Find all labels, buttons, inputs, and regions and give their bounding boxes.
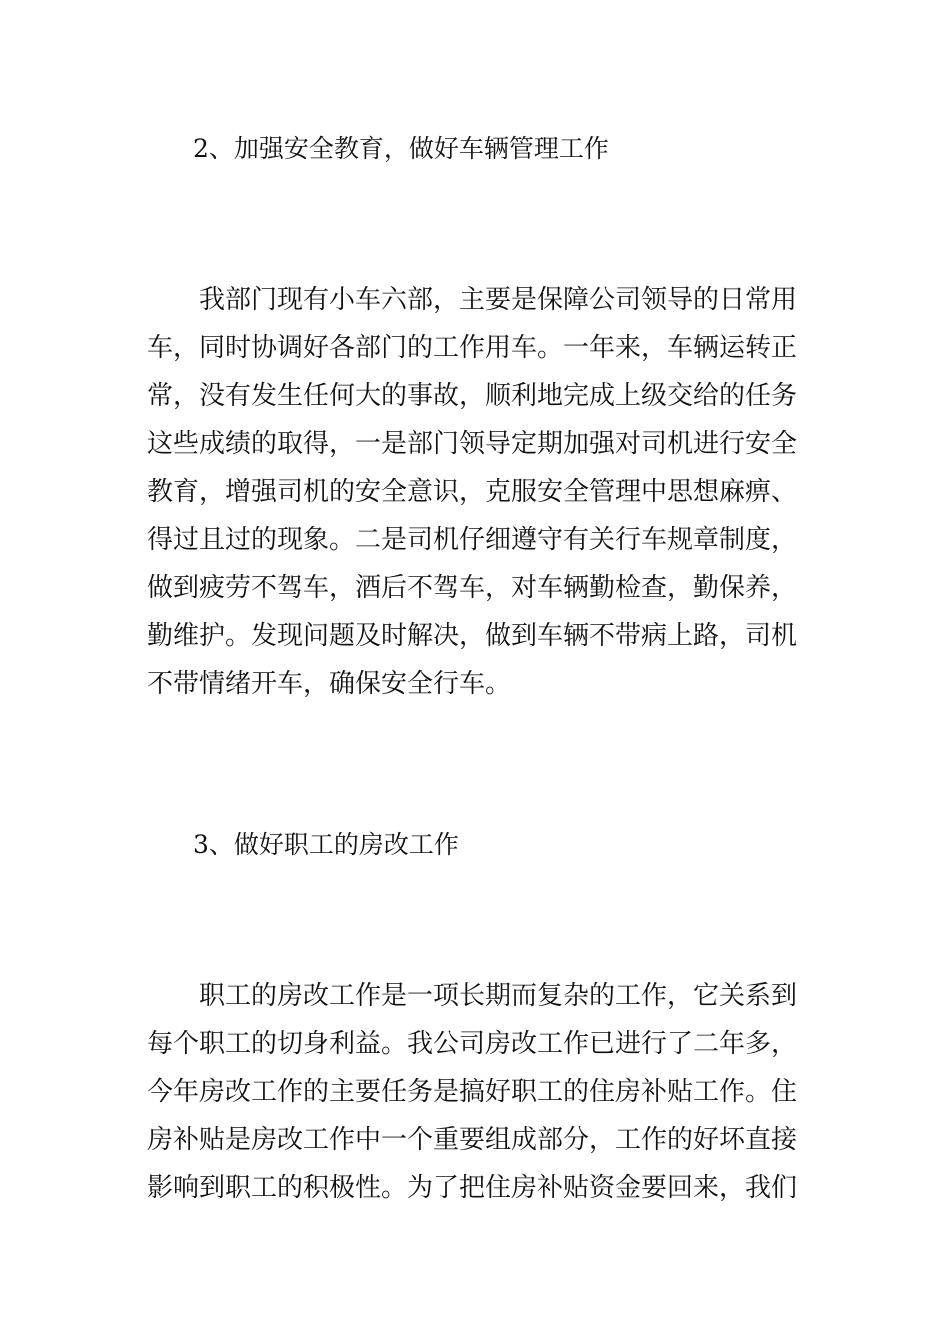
section-3-paragraph	[147, 972, 812, 1212]
section-2-paragraph	[147, 276, 812, 708]
paragraph-line: 不带情绪开车，确保安全行车。	[147, 669, 512, 699]
paragraph-line: 职工的房改工作是一项长期而复杂的工作，它关系到	[199, 981, 798, 1011]
paragraph-line: 每个职工的切身利益。我公司房改工作已进行了二年多，	[147, 1029, 798, 1059]
paragraph-line: 车，同时协调好各部门的工作用车。一年来，车辆运转正	[147, 333, 798, 363]
paragraph-line: 做到疲劳不驾车，酒后不驾车，对车辆勤检查，勤保养，	[147, 573, 798, 603]
paragraph-line: 教育，增强司机的安全意识，克服安全管理中思想麻痹、	[147, 477, 798, 507]
paragraph-line: 勤维护。发现问题及时解决，做到车辆不带病上路，司机	[147, 621, 798, 651]
paragraph-line: 常，没有发生任何大的事故，顺利地完成上级交给的任务	[147, 381, 798, 411]
paragraph-line: 这些成绩的取得，一是部门领导定期加强对司机进行安全	[147, 429, 798, 459]
paragraph-line: 今年房改工作的主要任务是搞好职工的住房补贴工作。住	[147, 1077, 798, 1107]
paragraph-line: 得过且过的现象。二是司机仔细遵守有关行车规章制度，	[147, 525, 798, 555]
section-3-heading: 3、做好职工的房改工作	[193, 830, 459, 859]
paragraph-line: 影响到职工的积极性。为了把住房补贴资金要回来，我们	[147, 1173, 798, 1203]
paragraph-line: 房补贴是房改工作中一个重要组成部分，工作的好坏直接	[147, 1125, 798, 1155]
paragraph-line: 我部门现有小车六部，主要是保障公司领导的日常用	[199, 285, 798, 315]
section-2-heading: 2、加强安全教育，做好车辆管理工作	[193, 134, 609, 163]
